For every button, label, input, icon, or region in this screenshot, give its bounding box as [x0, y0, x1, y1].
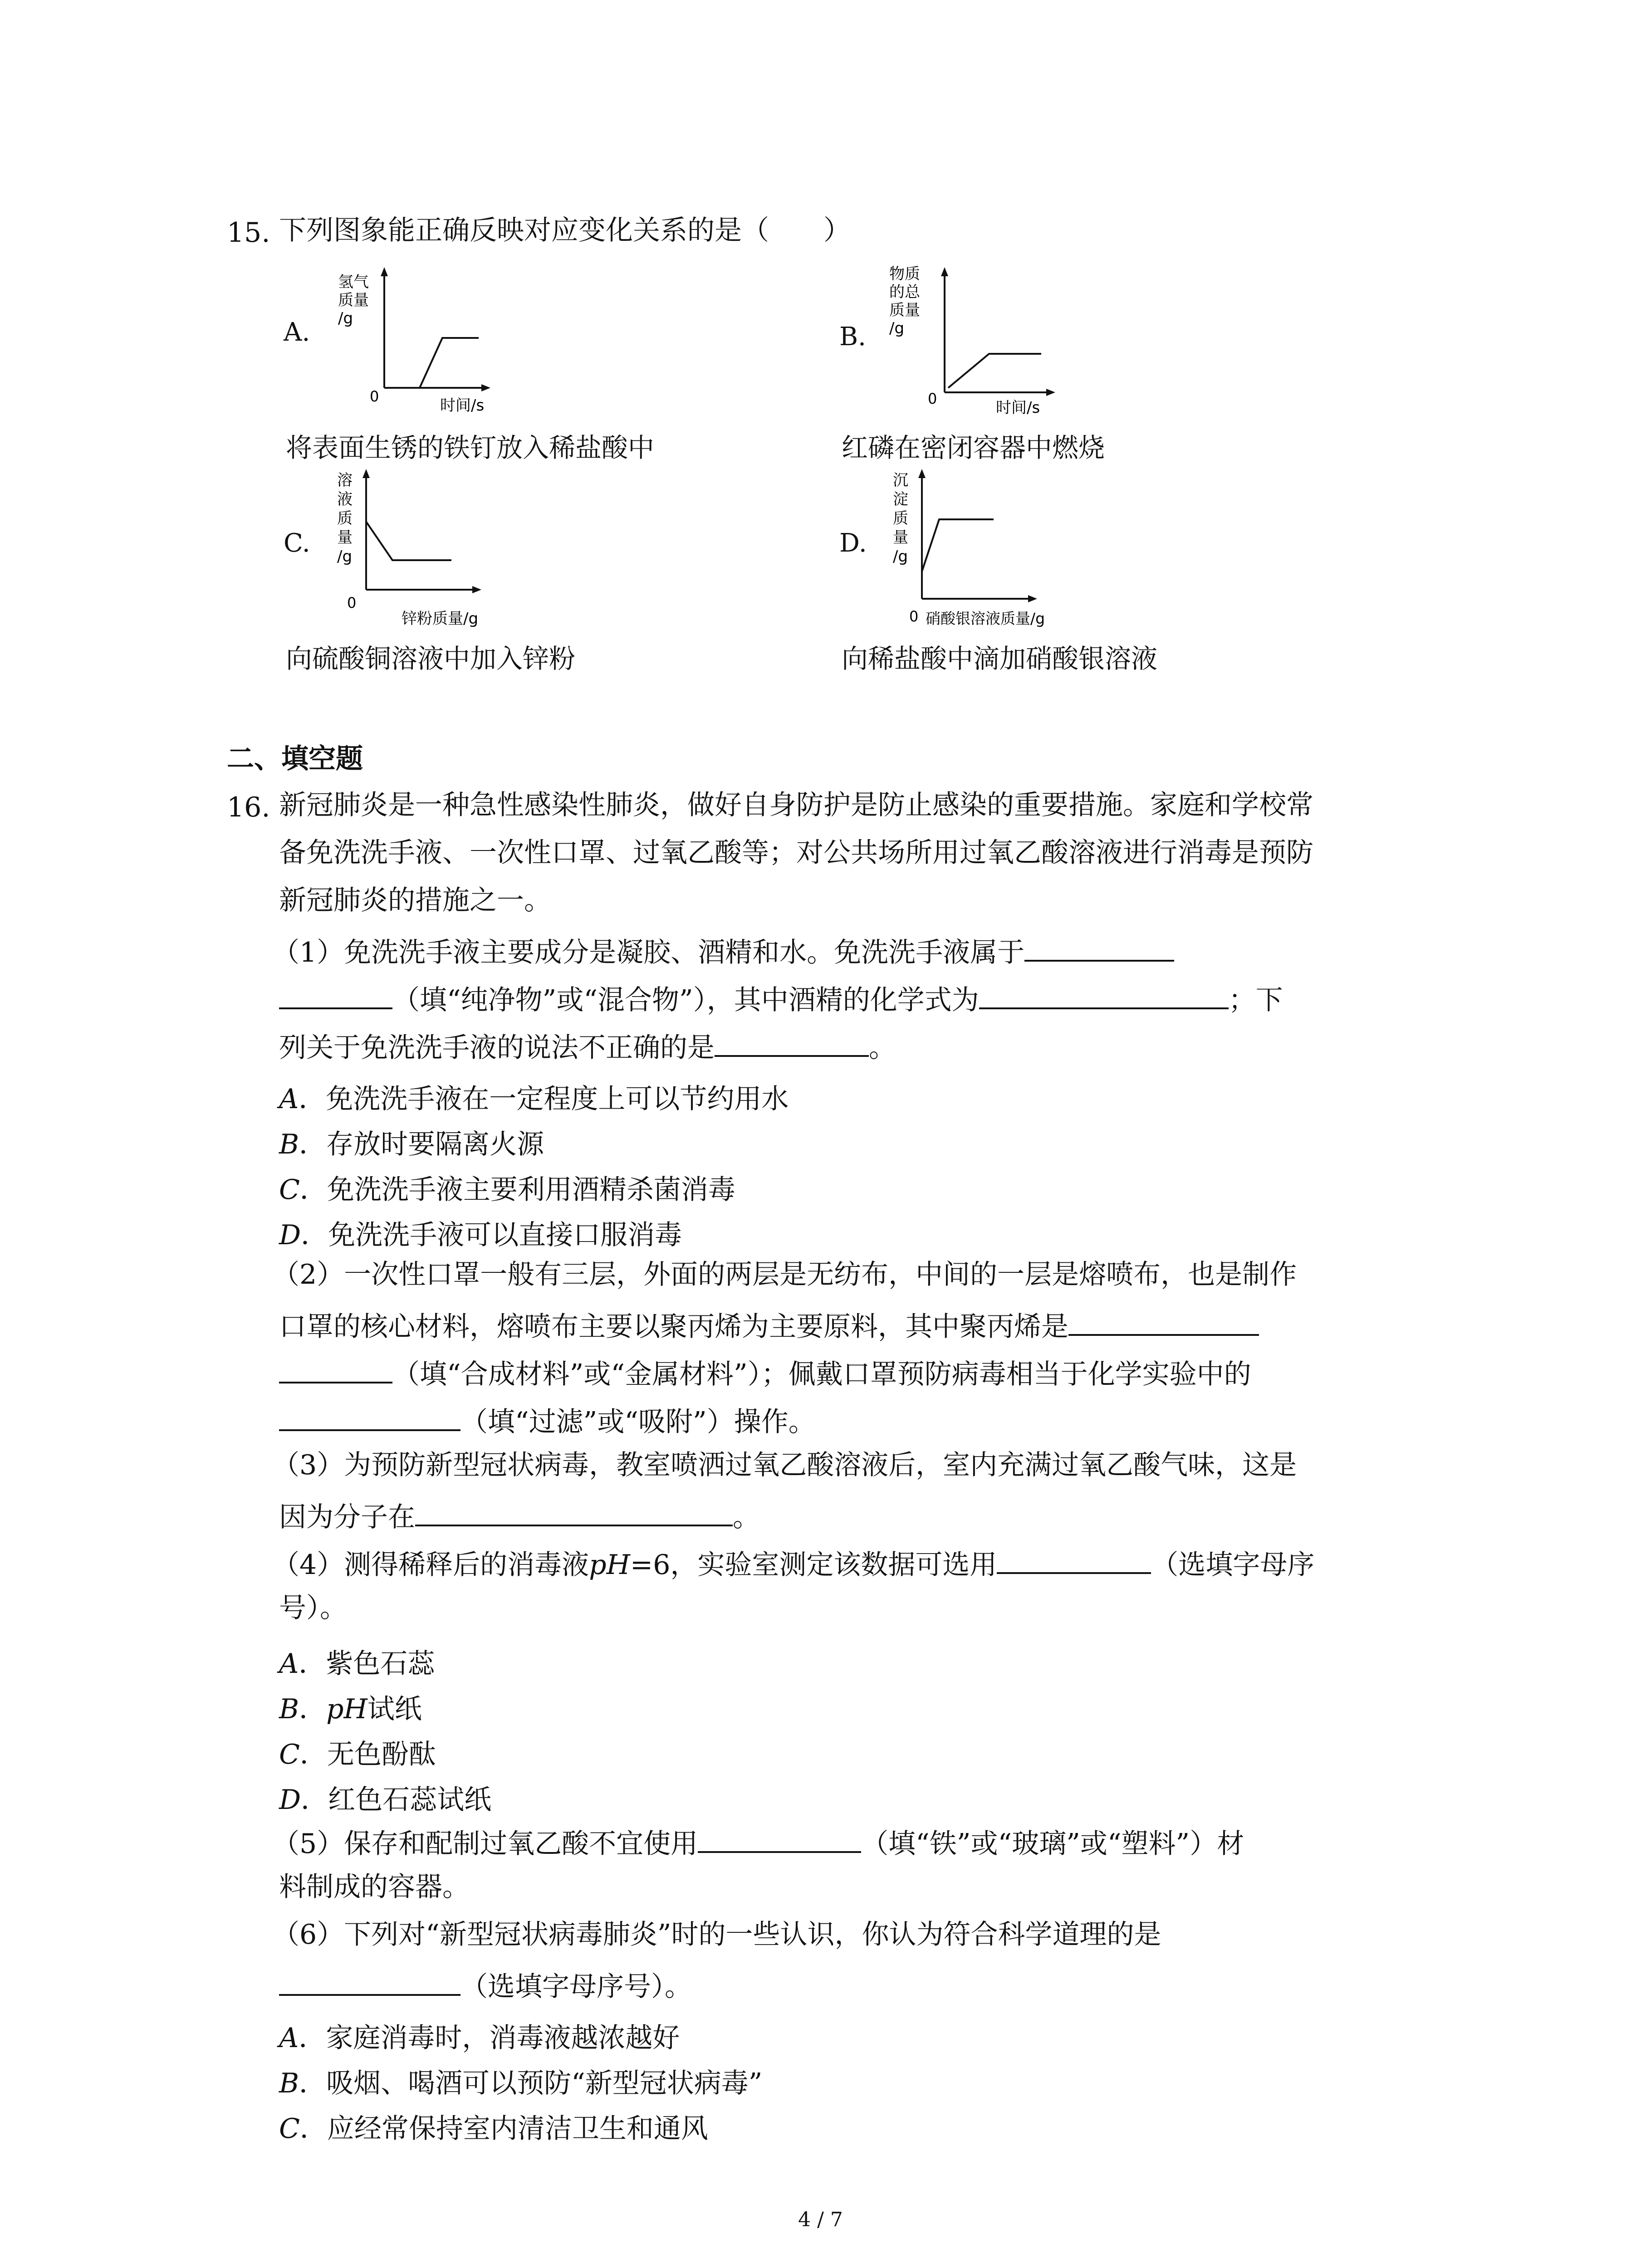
p3-line1: （3）为预防新型冠状病毒，教室喷洒过氧乙酸溶液后，室内充满过氧乙酸气味，这是: [272, 1449, 1297, 1481]
option-b: B．吸烟、喝酒可以预防“新型冠状病毒”: [279, 2068, 763, 2099]
intro-line: 备免洗洗手液、一次性口罩、过氧乙酸等；对公共场所用过氧乙酸溶液进行消毒是预防: [279, 837, 1313, 869]
option-d: D．免洗洗手液可以直接口服消毒: [279, 1219, 682, 1251]
answer-blank[interactable]: [279, 982, 392, 1009]
p2-line1: （2）一次性口罩一般有三层，外面的两层是无纺布，中间的一层是熔喷布，也是制作: [272, 1259, 1297, 1290]
answer-blank[interactable]: [279, 1969, 460, 1996]
graph-b-origin: 0: [928, 390, 937, 407]
graph-d-caption: 向稀盐酸中滴加硝酸银溶液: [842, 643, 1158, 674]
graph-b-ylabel-4: /g: [889, 319, 905, 337]
option-c: C．无色酚酞: [279, 1739, 436, 1770]
p5-line1: （5）保存和配制过氧乙酸不宜使用 （填“铁”或“玻璃”或“塑料”）材: [272, 1826, 1244, 1857]
answer-blank[interactable]: [1024, 934, 1174, 962]
graph-a-y-arrow: [381, 267, 388, 276]
p1-line3: 列关于免洗洗手液的说法不正确的是 。: [279, 1030, 896, 1061]
p1-line2: （填“纯净物”或“混合物”），其中酒精的化学式为 ；下: [279, 982, 1283, 1014]
question-stem: 下列图象能正确反映对应变化关系的是（ ）: [279, 215, 851, 246]
graph-a-ylabel-1: 氢气: [338, 273, 369, 291]
answer-blank[interactable]: [715, 1030, 869, 1057]
graph-b-ylabel-3: 质量: [889, 301, 920, 319]
graph-b-ylabel-2: 的总: [889, 283, 920, 301]
graph-c-ylabel-5: /g: [337, 547, 353, 566]
graph-a-origin: 0: [370, 388, 379, 405]
graph-c-ylabel-4: 量: [337, 528, 353, 547]
graph-b: [885, 265, 1089, 415]
p1-line1: （1）免洗洗手液主要成分是凝胶、酒精和水。免洗洗手液属于: [272, 934, 1174, 966]
graph-c-caption: 向硫酸铜溶液中加入锌粉: [286, 643, 576, 674]
option-c: C．免洗洗手液主要利用酒精杀菌消毒: [279, 1174, 735, 1206]
answer-blank[interactable]: [698, 1826, 861, 1853]
p6-line1: （6）下列对“新型冠状病毒肺炎”时的一些认识，你认为符合科学道理的是: [272, 1919, 1161, 1950]
graph-d-ylabel-5: /g: [893, 547, 908, 566]
option-a: A．家庭消毒时，消毒液越浓越好: [279, 2022, 680, 2054]
p5-line2: 料制成的容器。: [279, 1871, 470, 1903]
option-a: A．免洗洗手液在一定程度上可以节约用水: [279, 1083, 789, 1115]
intro-line: 新冠肺炎的措施之一。: [279, 885, 551, 916]
p2-line4: （填“过滤”或“吸附”）操作。: [279, 1404, 816, 1436]
graph-b-caption: 红磷在密闭容器中燃烧: [842, 432, 1105, 463]
p4-line2: 号）。: [279, 1592, 347, 1624]
graph-d-ylabel-3: 质: [893, 509, 908, 528]
graph-a-xlabel: 时间/s: [440, 396, 485, 413]
option-a: A．紫色石蕊: [279, 1648, 435, 1680]
graph-c-y-arrow: [362, 469, 370, 478]
graph-d-letter: D.: [839, 528, 867, 558]
graph-c: [333, 467, 524, 635]
graph-d-curve: [922, 519, 994, 572]
graph-d-origin: 0: [909, 608, 919, 625]
graph-d-ylabel-2: 淀: [893, 490, 908, 508]
graph-b-x-arrow: [1046, 389, 1055, 396]
graph-c-curve: [366, 522, 451, 560]
answer-blank[interactable]: [979, 982, 1229, 1009]
graph-a-ylabel-3: /g: [338, 309, 353, 327]
question-number: 16.: [227, 792, 270, 823]
graph-d-y-arrow: [918, 469, 926, 478]
graph-a-caption: 将表面生锈的铁钉放入稀盐酸中: [286, 432, 655, 463]
page-number: 4 / 7: [798, 2208, 843, 2231]
answer-blank[interactable]: [1068, 1309, 1259, 1336]
graph-a: [333, 265, 538, 413]
graph-b-y-arrow: [941, 267, 948, 276]
p2-line3: （填“合成材料”或“金属材料”）；佩戴口罩预防病毒相当于化学实验中的: [279, 1356, 1251, 1388]
graph-b-letter: B.: [839, 322, 866, 352]
graph-c-letter: C.: [284, 528, 310, 558]
graph-d: [889, 467, 1125, 635]
p6-line2: （选填字母序号）。: [279, 1969, 692, 2000]
section-title: 二、填空题: [227, 743, 363, 775]
graph-c-ylabel-3: 质: [337, 509, 353, 528]
option-b: B．pH试纸: [279, 1693, 422, 1725]
option-b: B．存放时要隔离火源: [279, 1129, 544, 1160]
graph-c-ylabel-1: 溶: [337, 471, 353, 489]
intro-line: 新冠肺炎是一种急性感染性肺炎，做好自身防护是防止感染的重要措施。家庭和学校常: [279, 789, 1313, 821]
graph-d-x-arrow: [1028, 595, 1037, 602]
graph-c-origin: 0: [347, 594, 357, 611]
graph-a-ylabel-2: 质量: [338, 291, 369, 309]
graph-b-ylabel-1: 物质: [889, 265, 920, 283]
graph-c-xlabel: 锌粉质量/g: [402, 610, 479, 628]
p2-line2: 口罩的核心材料，熔喷布主要以聚丙烯为主要原料，其中聚丙烯是: [279, 1309, 1259, 1340]
graph-a-letter: A.: [284, 318, 310, 347]
graph-c-x-arrow: [472, 586, 481, 593]
option-c: C．应经常保持室内清洁卫生和通风: [279, 2113, 708, 2145]
answer-blank[interactable]: [279, 1404, 460, 1431]
answer-blank[interactable]: [279, 1356, 392, 1383]
answer-blank[interactable]: [997, 1547, 1151, 1574]
answer-blank[interactable]: [415, 1499, 733, 1526]
graph-d-xlabel: 硝酸银溶液质量/g: [926, 610, 1045, 627]
p3-line2: 因为分子在 。: [279, 1499, 760, 1531]
graph-d-ylabel-1: 沉: [893, 471, 908, 489]
graph-b-xlabel: 时间/s: [996, 399, 1040, 415]
graph-d-ylabel-4: 量: [893, 528, 908, 547]
graph-a-x-arrow: [481, 384, 490, 391]
option-d: D．红色石蕊试纸: [279, 1784, 492, 1816]
graph-b-curve: [948, 354, 1041, 388]
graph-a-curve: [420, 338, 479, 388]
graph-c-ylabel-2: 液: [337, 490, 353, 508]
question-number: 15.: [227, 217, 270, 249]
p4-line1: （4）测得稀释后的消毒液pH=6，实验室测定该数据可选用 （选填字母序: [272, 1547, 1314, 1579]
